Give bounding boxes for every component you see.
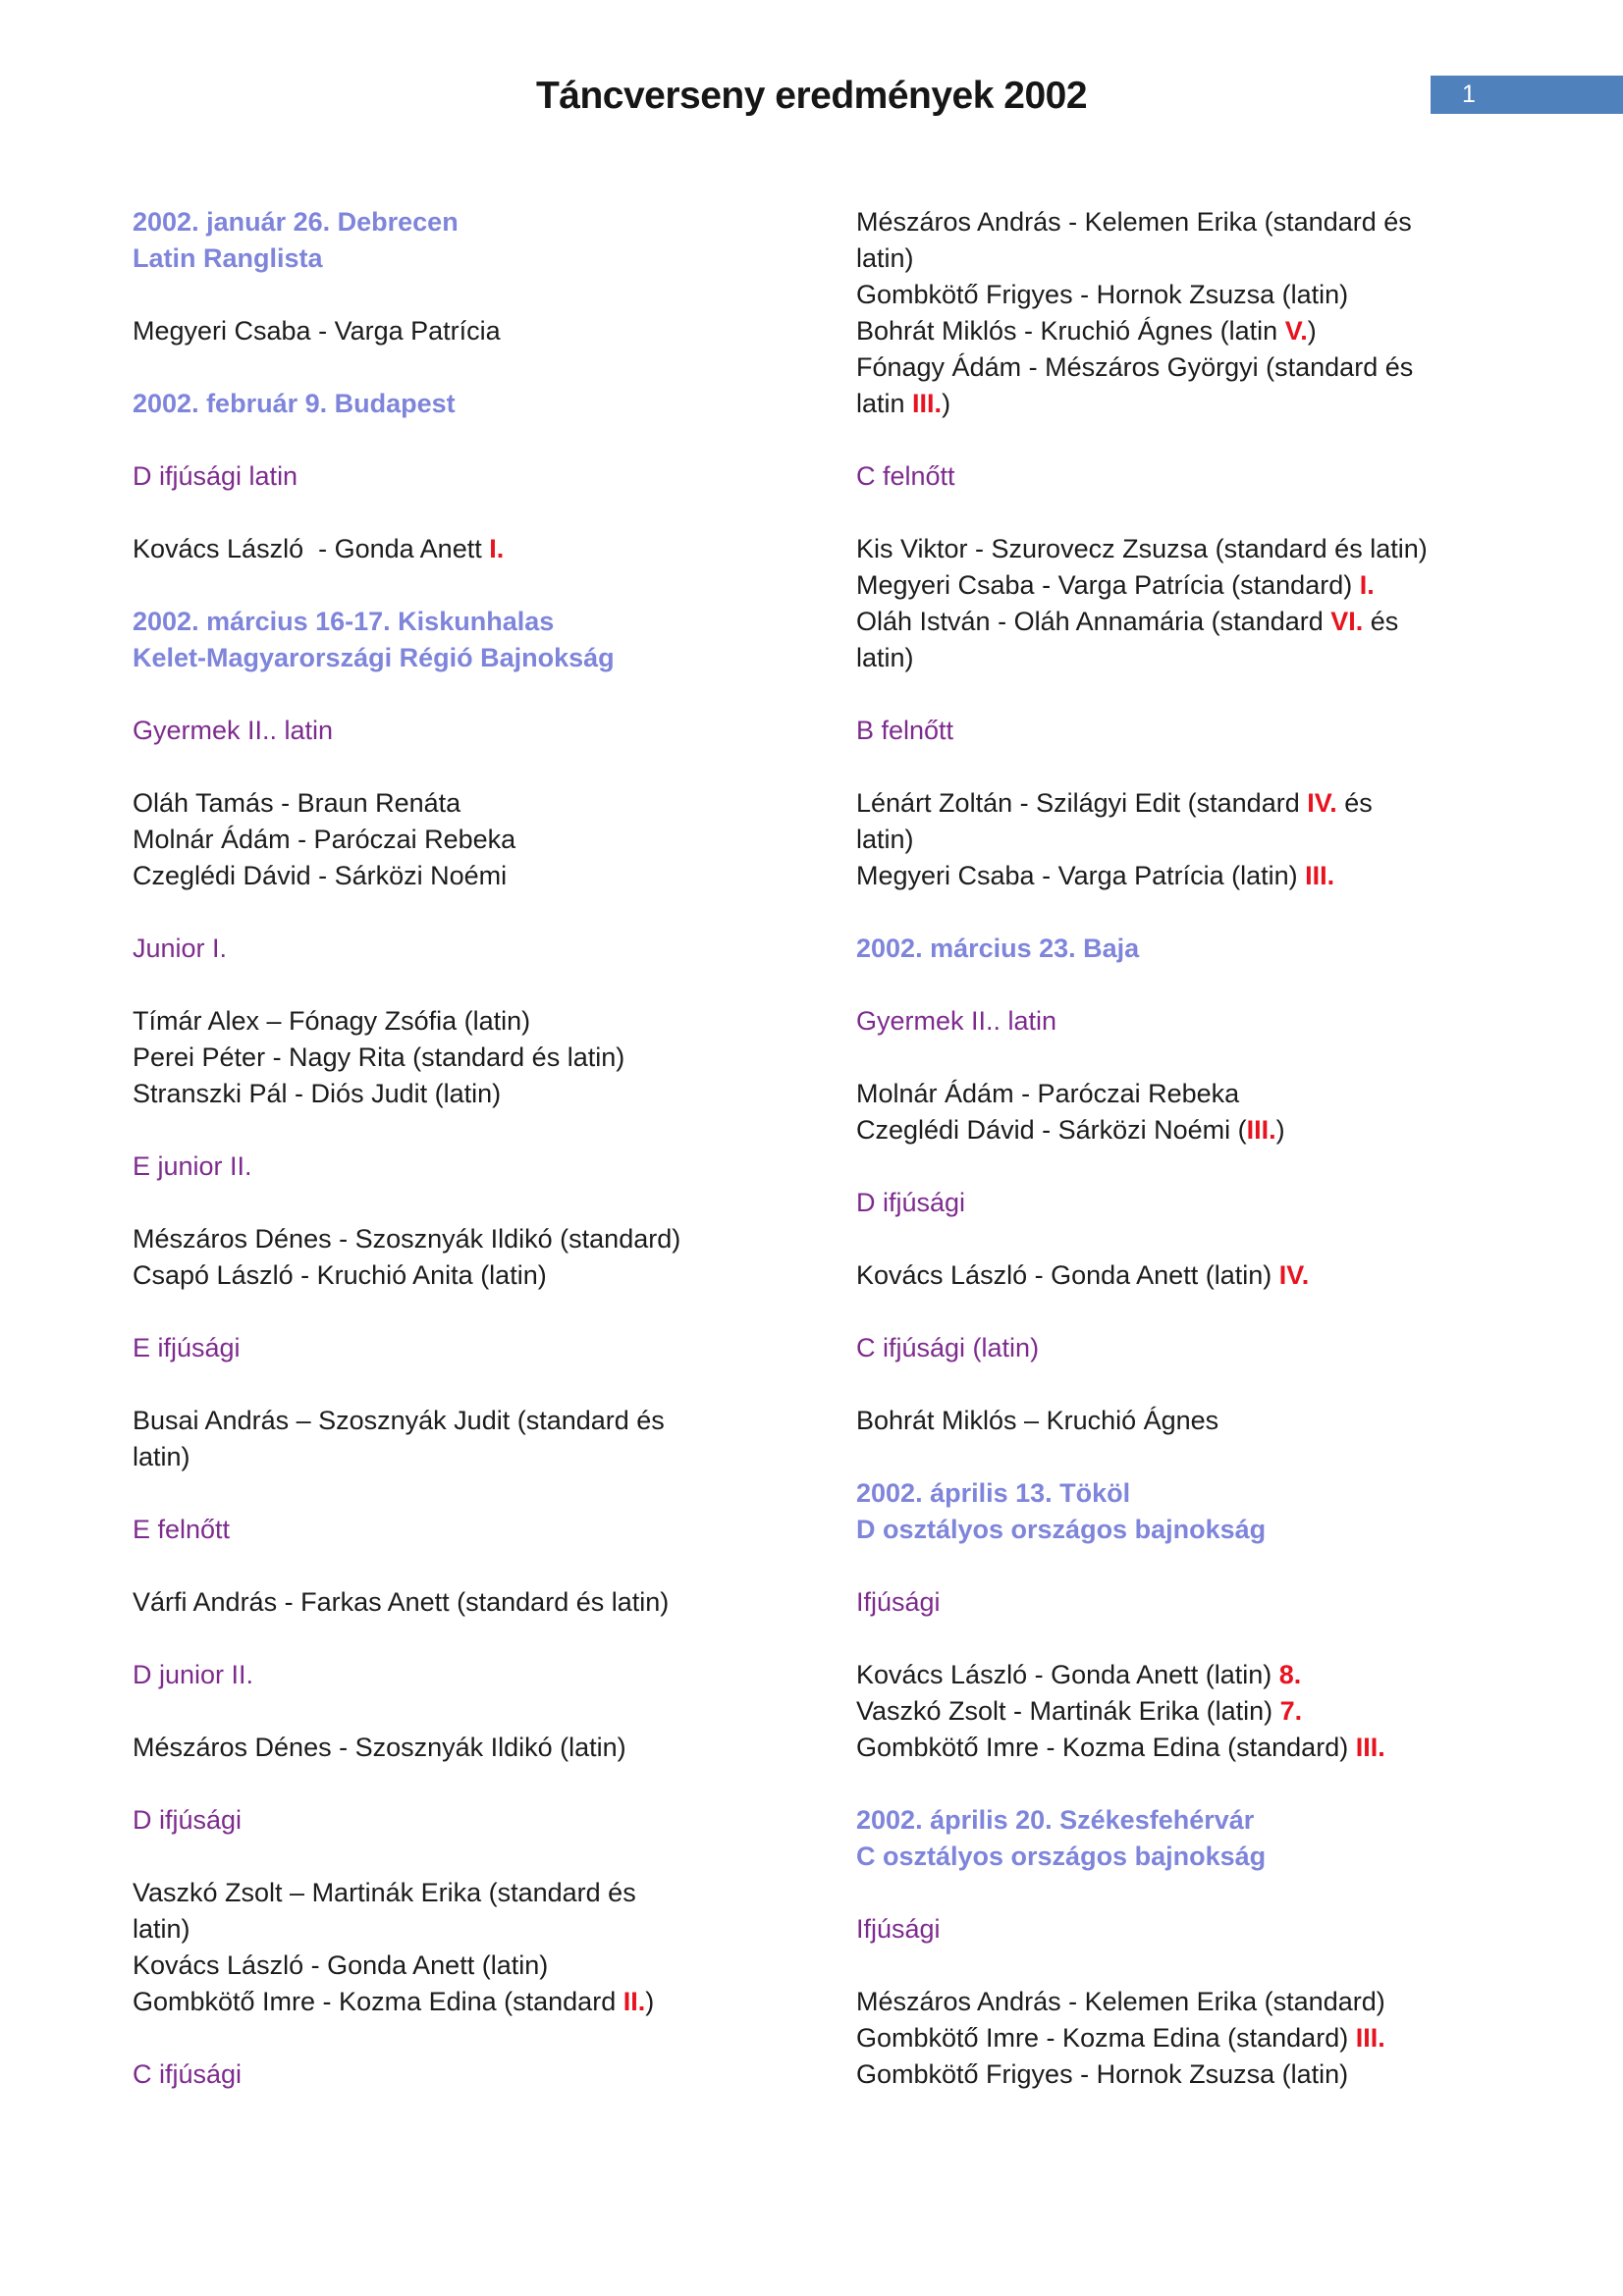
category-heading: [133, 1657, 820, 1693]
placement-result: 8.: [1278, 1660, 1302, 1689]
text-line: E ifjúsági: [133, 1333, 241, 1362]
text-line: Bohrát Miklós – Kruchió Ágnes: [856, 1406, 1219, 1435]
category-heading: [856, 713, 1543, 749]
text-line: Gombkötő Imre - Kozma Edina (standard) III.: [856, 2023, 1385, 2053]
category-heading: [133, 1148, 820, 1185]
event-heading: [856, 1475, 1543, 1548]
text-line: 2002. február 9. Budapest: [133, 389, 456, 418]
text-line: latin): [856, 643, 914, 672]
text-line: Junior I.: [133, 934, 228, 963]
couple-entries: [856, 531, 1543, 676]
text-line: D ifjúsági: [856, 1188, 966, 1217]
text-line: Kovács László - Gonda Anett (latin) IV.: [856, 1260, 1310, 1290]
text-line: D junior II.: [133, 1660, 254, 1689]
text-line: Perei Péter - Nagy Rita (standard és latin): [133, 1042, 625, 1072]
placement-result: I.: [489, 534, 505, 563]
couple-entries: [133, 1003, 820, 1112]
couple-entries: [856, 1657, 1543, 1766]
text-line: Megyeri Csaba - Varga Patrícia (latin) III.: [856, 861, 1335, 890]
text-line: Kovács László - Gonda Anett I.: [133, 534, 505, 563]
text-line: C ifjúsági (latin): [856, 1333, 1040, 1362]
category-heading: [856, 1185, 1543, 1221]
category-heading: [133, 1512, 820, 1548]
couple-entries: [856, 204, 1543, 422]
text-line: 2002. április 20. Székesfehérvár: [856, 1805, 1255, 1835]
text-line: Oláh István - Oláh Annamária (standard VI. és: [856, 607, 1399, 636]
couple-entries: [856, 1257, 1543, 1294]
page-number: 1: [1462, 80, 1476, 108]
placement-result: III.: [1355, 2023, 1385, 2053]
text-line: Kis Viktor - Szurovecz Zsuzsa (standard és latin): [856, 534, 1428, 563]
placement-result: 7.: [1279, 1696, 1303, 1726]
text-line: C ifjúsági: [133, 2059, 243, 2089]
text-line: Kovács László - Gonda Anett (latin) 8.: [856, 1660, 1302, 1689]
event-heading: [133, 204, 820, 277]
text-line: Latin Ranglista: [133, 243, 323, 273]
text-line: Molnár Ádám - Paróczai Rebeka: [133, 825, 516, 854]
text-line: Bohrát Miklós - Kruchió Ágnes (latin V.): [856, 316, 1317, 346]
text-line: Oláh Tamás - Braun Renáta: [133, 788, 461, 818]
page-title: Táncverseny eredmények 2002: [535, 75, 1088, 117]
category-heading: [856, 1911, 1543, 1948]
text-line: D osztályos országos bajnokság: [856, 1515, 1267, 1544]
text-line: Mészáros Dénes - Szosznyák Ildikó (latin): [133, 1733, 626, 1762]
event-heading: [133, 386, 820, 422]
text-line: Gombkötő Frigyes - Hornok Zsuzsa (latin): [856, 280, 1349, 309]
text-line: Lénárt Zoltán - Szilágyi Edit (standard IV. és: [856, 788, 1373, 818]
event-heading: [856, 931, 1543, 967]
text-line: Czeglédi Dávid - Sárközi Noémi (III.): [856, 1115, 1285, 1145]
text-line: latin III.): [856, 389, 951, 418]
text-line: Stranszki Pál - Diós Judit (latin): [133, 1079, 502, 1108]
text-line: Vaszkó Zsolt - Martinák Erika (latin) 7.: [856, 1696, 1303, 1726]
couple-entries: [133, 1403, 820, 1475]
text-line: Mészáros András - Kelemen Erika (standard és: [856, 207, 1412, 237]
column-left: [133, 204, 820, 2129]
text-line: Molnár Ádám - Paróczai Rebeka: [856, 1079, 1240, 1108]
category-heading: [856, 1330, 1543, 1366]
couple-entries: [133, 1875, 820, 2020]
couple-entries: [856, 1403, 1543, 1439]
text-line: Gombkötő Imre - Kozma Edina (standard II.): [133, 1987, 655, 2016]
couple-entries: [133, 1221, 820, 1294]
text-line: Várfi András - Farkas Anett (standard és latin): [133, 1587, 670, 1617]
placement-result: I.: [1359, 570, 1375, 600]
category-heading: [133, 1330, 820, 1366]
text-line: latin): [133, 1914, 190, 1944]
text-line: Csapó László - Kruchió Anita (latin): [133, 1260, 547, 1290]
text-line: Ifjúsági: [856, 1914, 941, 1944]
text-line: Kelet-Magyarországi Régió Bajnokság: [133, 643, 615, 672]
placement-result: VI.: [1330, 607, 1364, 636]
column-right: [856, 204, 1543, 2129]
text-line: E junior II.: [133, 1151, 252, 1181]
text-line: Gyermek II.. latin: [856, 1006, 1057, 1036]
placement-result: IV.: [1278, 1260, 1310, 1290]
category-heading: [133, 2056, 820, 2093]
couple-entries: [133, 785, 820, 894]
couple-entries: [856, 785, 1543, 894]
text-line: 2002. március 23. Baja: [856, 934, 1140, 963]
event-heading: [133, 604, 820, 676]
text-line: latin): [856, 243, 914, 273]
text-line: Megyeri Csaba - Varga Patrícia (standard) I.: [856, 570, 1375, 600]
category-heading: [133, 1802, 820, 1839]
text-line: Gombkötő Frigyes - Hornok Zsuzsa (latin): [856, 2059, 1349, 2089]
couple-entries: [133, 1584, 820, 1621]
category-heading: [133, 713, 820, 749]
event-heading: [856, 1802, 1543, 1875]
category-heading: [856, 458, 1543, 495]
placement-result: III.: [912, 389, 943, 418]
couple-entries: [856, 1076, 1543, 1148]
text-line: Megyeri Csaba - Varga Patrícia: [133, 316, 501, 346]
couple-entries: [133, 1730, 820, 1766]
page-number-badge: [1431, 76, 1623, 114]
placement-result: III.: [1305, 861, 1335, 890]
couple-entries: [133, 313, 820, 349]
text-line: Kovács László - Gonda Anett (latin): [133, 1950, 549, 1980]
text-line: E felnőtt: [133, 1515, 231, 1544]
text-line: D ifjúsági latin: [133, 461, 298, 491]
text-line: B felnőtt: [856, 716, 954, 745]
text-line: 2002. március 16-17. Kiskunhalas: [133, 607, 555, 636]
text-line: Ifjúsági: [856, 1587, 941, 1617]
text-line: C osztályos országos bajnokság: [856, 1842, 1267, 1871]
category-heading: [133, 931, 820, 967]
text-line: Busai András – Szosznyák Judit (standard és: [133, 1406, 665, 1435]
text-line: Mészáros András - Kelemen Erika (standard): [856, 1987, 1385, 2016]
text-line: latin): [133, 1442, 190, 1471]
category-heading: [856, 1003, 1543, 1040]
placement-result: IV.: [1307, 788, 1337, 818]
text-line: 2002. január 26. Debrecen: [133, 207, 459, 237]
text-line: D ifjúsági: [133, 1805, 243, 1835]
placement-result: II.: [622, 1987, 646, 2016]
text-line: latin): [856, 825, 914, 854]
couple-entries: [856, 1984, 1543, 2093]
couple-entries: [133, 531, 820, 567]
text-line: Gyermek II.. latin: [133, 716, 334, 745]
placement-result: III.: [1246, 1115, 1276, 1145]
text-line: Mészáros Dénes - Szosznyák Ildikó (standard): [133, 1224, 681, 1254]
text-line: 2002. április 13. Tököl: [856, 1478, 1131, 1508]
text-line: C felnőtt: [856, 461, 955, 491]
category-heading: [856, 1584, 1543, 1621]
category-heading: [133, 458, 820, 495]
text-line: Czeglédi Dávid - Sárközi Noémi: [133, 861, 508, 890]
text-line: Vaszkó Zsolt – Martinák Erika (standard és: [133, 1878, 636, 1907]
text-line: Gombkötő Imre - Kozma Edina (standard) III.: [856, 1733, 1385, 1762]
placement-result: V.: [1284, 316, 1308, 346]
text-line: Tímár Alex – Fónagy Zsófia (latin): [133, 1006, 531, 1036]
text-line: Fónagy Ádám - Mészáros Györgyi (standard és: [856, 352, 1414, 382]
placement-result: III.: [1355, 1733, 1385, 1762]
